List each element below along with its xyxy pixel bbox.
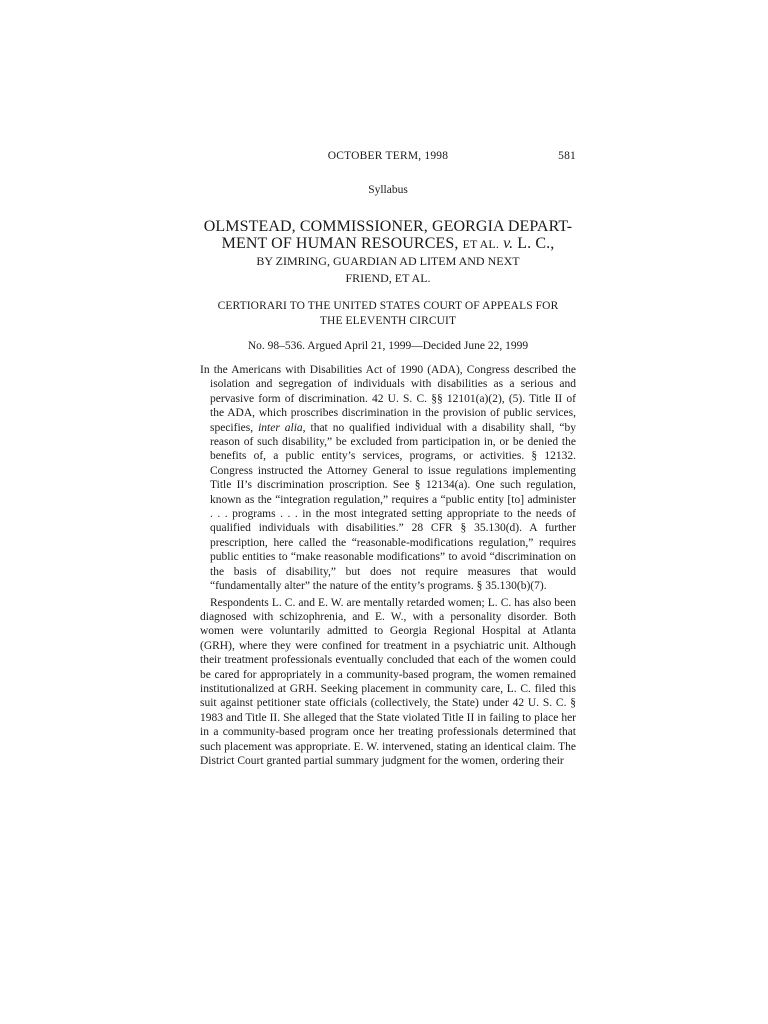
docket-line: No. 98–536. Argued April 21, 1999—Decided June 22, 1999 xyxy=(247,340,529,352)
et-al: ET AL. xyxy=(462,237,499,251)
page-number: 581 xyxy=(558,150,576,162)
respondent-agency: MENT OF HUMAN RESOURCES, xyxy=(221,235,459,252)
case-title xyxy=(200,218,576,253)
case-title-line-4: FRIEND, ET AL. xyxy=(345,271,431,285)
paragraph-1-italic: inter alia, xyxy=(258,421,306,434)
certiorari-line-2: THE ELEVENTH CIRCUIT xyxy=(319,315,457,327)
section-label: Syllabus xyxy=(368,184,408,196)
syllabus-body xyxy=(200,363,576,768)
paragraph-1-text-b: that no qualified individual with a disability shall, “by reason of such disability,” be excluded from participation in, or be denied the benefits of, a public entity’s services, programs, or activities. § 12132. Congress instructed the Attorney General to issue regulations implementing Title II’s discrimination proscription. See § 12134(a). One such regulation, known as the “integration regulation,” requires a “public entity [to] administer . . . programs . . . in the most integrated setting appropriate to the needs of qualified individuals with disabilities.” 28 CFR § 35.130(d). A further prescription, here called the “reasonable-modifications regulation,” requires public entities to “make reasonable modifications” to avoid “discrimination on the basis of disability,” but does not require measures that would “fundamentally alter” the nature of the entity’s programs. § 35.130(b)(7). xyxy=(210,421,576,593)
respondent-party: L. C., xyxy=(517,235,555,252)
document-page xyxy=(200,150,576,768)
case-title-line-2 xyxy=(200,235,576,253)
certiorari-line-1: CERTIORARI TO THE UNITED STATES COURT OF APPEALS FOR xyxy=(217,300,559,312)
paragraph-2: Respondents L. C. and E. W. are mentally retarded women; L. C. has also been diagnosed with schizophrenia, and E. W., with a personality disorder. Both women were voluntarily admitted to Georgia Regional Hospital at Atlanta (GRH), where they were confined for treatment in a psychiatric unit. Although their treatment professionals eventually concluded that each of the women could be cared for appropriately in a community-based program, the women remained institutionalized at GRH. Seeking placement in community care, L. C. filed this suit against petitioner state officials (collectively, the State) under 42 U. S. C. § 1983 and Title II. She alleged that the State violated Title II in failing to place her in a community-based program once her treating professionals determined that such placement was appropriate. E. W. intervened, stating an identical claim. The District Court granted partial summary judgment for the women, ordering their xyxy=(200,596,576,767)
term-heading: OCTOBER TERM, 1998 xyxy=(327,150,449,162)
paragraph-1 xyxy=(200,363,576,594)
case-title-line-3: BY ZIMRING, GUARDIAN AD LITEM AND NEXT xyxy=(256,254,520,268)
case-title-line-1: OLMSTEAD, COMMISSIONER, GEORGIA DEPART- xyxy=(203,218,573,235)
versus: v. xyxy=(503,235,514,252)
paragraph-1-text-a: In the Americans with Disabilities Act of 1990 (ADA), Congress described the isolation and segregation of individuals with disabilities as a serious and pervasive form of discrimination. 42 U. S. C. §§ 12101(a)(2), (5). Title II of the ADA, which proscribes discrimination in the provision of public services, specifies, xyxy=(200,364,576,434)
case-subtitle xyxy=(200,253,576,287)
running-header xyxy=(200,150,576,172)
certiorari-heading xyxy=(200,299,576,329)
